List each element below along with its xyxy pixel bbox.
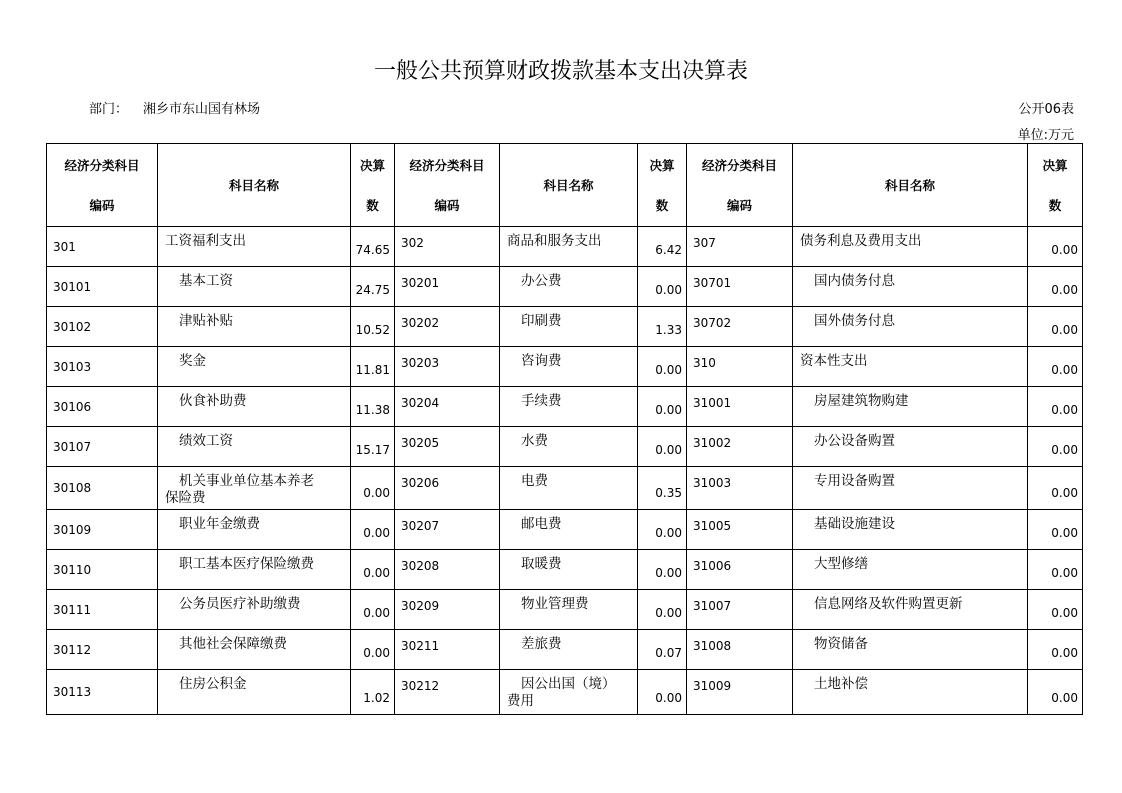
cell-code: 307 (687, 227, 793, 267)
cell-name: 水费 (500, 427, 638, 467)
table-row (47, 550, 1083, 590)
cell-name: 差旅费 (500, 630, 638, 670)
cell-code: 30208 (395, 550, 500, 590)
cell-code: 30113 (47, 670, 158, 715)
cell-code: 30209 (395, 590, 500, 630)
cell-amount: 0.00 (351, 510, 395, 550)
cell-name (500, 670, 638, 715)
cell-amount: 0.00 (1028, 670, 1083, 715)
header-code: 经济分类科目 编码 (687, 144, 793, 227)
cell-code: 30212 (395, 670, 500, 715)
cell-name: 工资福利支出 (158, 227, 351, 267)
cell-amount: 0.00 (351, 467, 395, 510)
cell-name-line: 因公出国（境） (521, 676, 616, 692)
cell-name: 取暖费 (500, 550, 638, 590)
header-name: 科目名称 (158, 144, 351, 227)
page-title: 一般公共预算财政拨款基本支出决算表 (373, 59, 748, 84)
cell-name: 伙食补助费 (158, 387, 351, 427)
cell-name: 基本工资 (158, 267, 351, 307)
cell-name: 房屋建筑物购建 (793, 387, 1028, 427)
table-row (47, 670, 1083, 715)
table-row (47, 510, 1083, 550)
cell-amount: 11.81 (351, 347, 395, 387)
cell-amount: 0.00 (1028, 630, 1083, 670)
cell-name: 物资储备 (793, 630, 1028, 670)
cell-amount: 0.00 (1028, 387, 1083, 427)
cell-code: 30107 (47, 427, 158, 467)
cell-amount: 0.00 (1028, 550, 1083, 590)
cell-amount: 0.00 (1028, 590, 1083, 630)
cell-amount: 0.00 (638, 387, 687, 427)
table-row (47, 267, 1083, 307)
cell-code: 301 (47, 227, 158, 267)
cell-code: 31001 (687, 387, 793, 427)
cell-code: 30702 (687, 307, 793, 347)
cell-amount: 0.00 (1028, 347, 1083, 387)
cell-name: 绩效工资 (158, 427, 351, 467)
cell-name: 电费 (500, 467, 638, 510)
table-row (47, 307, 1083, 347)
cell-amount: 10.52 (351, 307, 395, 347)
cell-code: 30204 (395, 387, 500, 427)
cell-code: 31003 (687, 467, 793, 510)
cell-code: 30202 (395, 307, 500, 347)
cell-name: 奖金 (158, 347, 351, 387)
cell-amount: 0.00 (351, 590, 395, 630)
header-amount: 决算 数 (1028, 144, 1083, 227)
cell-name: 商品和服务支出 (500, 227, 638, 267)
cell-name: 物业管理费 (500, 590, 638, 630)
cell-amount: 74.65 (351, 227, 395, 267)
cell-amount: 0.00 (638, 670, 687, 715)
cell-code: 31008 (687, 630, 793, 670)
cell-code: 31007 (687, 590, 793, 630)
cell-code: 30103 (47, 347, 158, 387)
cell-code: 30203 (395, 347, 500, 387)
header-amount: 决算 数 (638, 144, 687, 227)
department-label: 部门： (89, 102, 129, 117)
cell-code: 310 (687, 347, 793, 387)
cell-code: 31006 (687, 550, 793, 590)
table-row (47, 427, 1083, 467)
cell-name: 资本性支出 (793, 347, 1028, 387)
cell-name: 手续费 (500, 387, 638, 427)
table-row (47, 347, 1083, 387)
cell-name: 津贴补贴 (158, 307, 351, 347)
cell-name: 基础设施建设 (793, 510, 1028, 550)
cell-name: 办公费 (500, 267, 638, 307)
cell-name (158, 467, 351, 510)
cell-name: 大型修缮 (793, 550, 1028, 590)
expenditure-table (46, 143, 1083, 715)
cell-name: 公务员医疗补助缴费 (158, 590, 351, 630)
cell-name: 职业年金缴费 (158, 510, 351, 550)
cell-code: 30101 (47, 267, 158, 307)
cell-amount: 0.00 (638, 510, 687, 550)
header-code: 经济分类科目 编码 (395, 144, 500, 227)
cell-name: 办公设备购置 (793, 427, 1028, 467)
cell-code: 30106 (47, 387, 158, 427)
cell-amount: 0.00 (638, 550, 687, 590)
cell-name: 印刷费 (500, 307, 638, 347)
cell-amount: 1.33 (638, 307, 687, 347)
cell-amount: 0.00 (1028, 510, 1083, 550)
cell-name-line: 费用 (507, 693, 534, 709)
cell-code: 30206 (395, 467, 500, 510)
cell-name: 职工基本医疗保险缴费 (158, 550, 351, 590)
cell-amount: 0.00 (351, 630, 395, 670)
cell-code: 30201 (395, 267, 500, 307)
cell-amount: 1.02 (351, 670, 395, 715)
cell-name: 债务利息及费用支出 (793, 227, 1028, 267)
table-row (47, 467, 1083, 510)
table-row (47, 590, 1083, 630)
cell-amount: 0.00 (1028, 427, 1083, 467)
department-name: 湘乡市东山国有林场 (143, 102, 261, 117)
cell-amount: 15.17 (351, 427, 395, 467)
header-name: 科目名称 (500, 144, 638, 227)
cell-amount: 0.00 (351, 550, 395, 590)
header-row (47, 144, 1083, 227)
cell-amount: 11.38 (351, 387, 395, 427)
cell-code: 31005 (687, 510, 793, 550)
cell-name: 咨询费 (500, 347, 638, 387)
cell-amount: 0.00 (638, 267, 687, 307)
cell-amount: 0.35 (638, 467, 687, 510)
cell-amount: 0.00 (638, 590, 687, 630)
cell-code: 31009 (687, 670, 793, 715)
cell-code: 30211 (395, 630, 500, 670)
cell-name: 其他社会保障缴费 (158, 630, 351, 670)
cell-amount: 0.00 (1028, 227, 1083, 267)
cell-amount: 24.75 (351, 267, 395, 307)
cell-code: 31002 (687, 427, 793, 467)
cell-name-line: 机关事业单位基本养老 (179, 473, 314, 489)
cell-amount: 6.42 (638, 227, 687, 267)
cell-amount: 0.00 (638, 347, 687, 387)
cell-code: 30108 (47, 467, 158, 510)
cell-name: 住房公积金 (158, 670, 351, 715)
cell-amount: 0.00 (638, 427, 687, 467)
cell-code: 30701 (687, 267, 793, 307)
cell-code: 30102 (47, 307, 158, 347)
header-name: 科目名称 (793, 144, 1028, 227)
table-row (47, 227, 1083, 267)
cell-amount: 0.00 (1028, 307, 1083, 347)
cell-code: 30205 (395, 427, 500, 467)
cell-name: 邮电费 (500, 510, 638, 550)
cell-code: 302 (395, 227, 500, 267)
header-code: 经济分类科目 编码 (47, 144, 158, 227)
table-row (47, 630, 1083, 670)
cell-name-line: 保险费 (165, 490, 206, 506)
cell-code: 30110 (47, 550, 158, 590)
cell-name: 土地补偿 (793, 670, 1028, 715)
cell-amount: 0.00 (1028, 467, 1083, 510)
cell-name: 专用设备购置 (793, 467, 1028, 510)
table-row (47, 387, 1083, 427)
cell-code: 30112 (47, 630, 158, 670)
cell-code: 30207 (395, 510, 500, 550)
unit-label: 单位:万元 (1017, 128, 1074, 143)
cell-code: 30109 (47, 510, 158, 550)
header-amount: 决算 数 (351, 144, 395, 227)
cell-name: 国外债务付息 (793, 307, 1028, 347)
cell-amount: 0.07 (638, 630, 687, 670)
cell-amount: 0.00 (1028, 267, 1083, 307)
table-number: 公开06表 (1018, 102, 1074, 117)
cell-code: 30111 (47, 590, 158, 630)
cell-name: 信息网络及软件购置更新 (793, 590, 1028, 630)
cell-name: 国内债务付息 (793, 267, 1028, 307)
